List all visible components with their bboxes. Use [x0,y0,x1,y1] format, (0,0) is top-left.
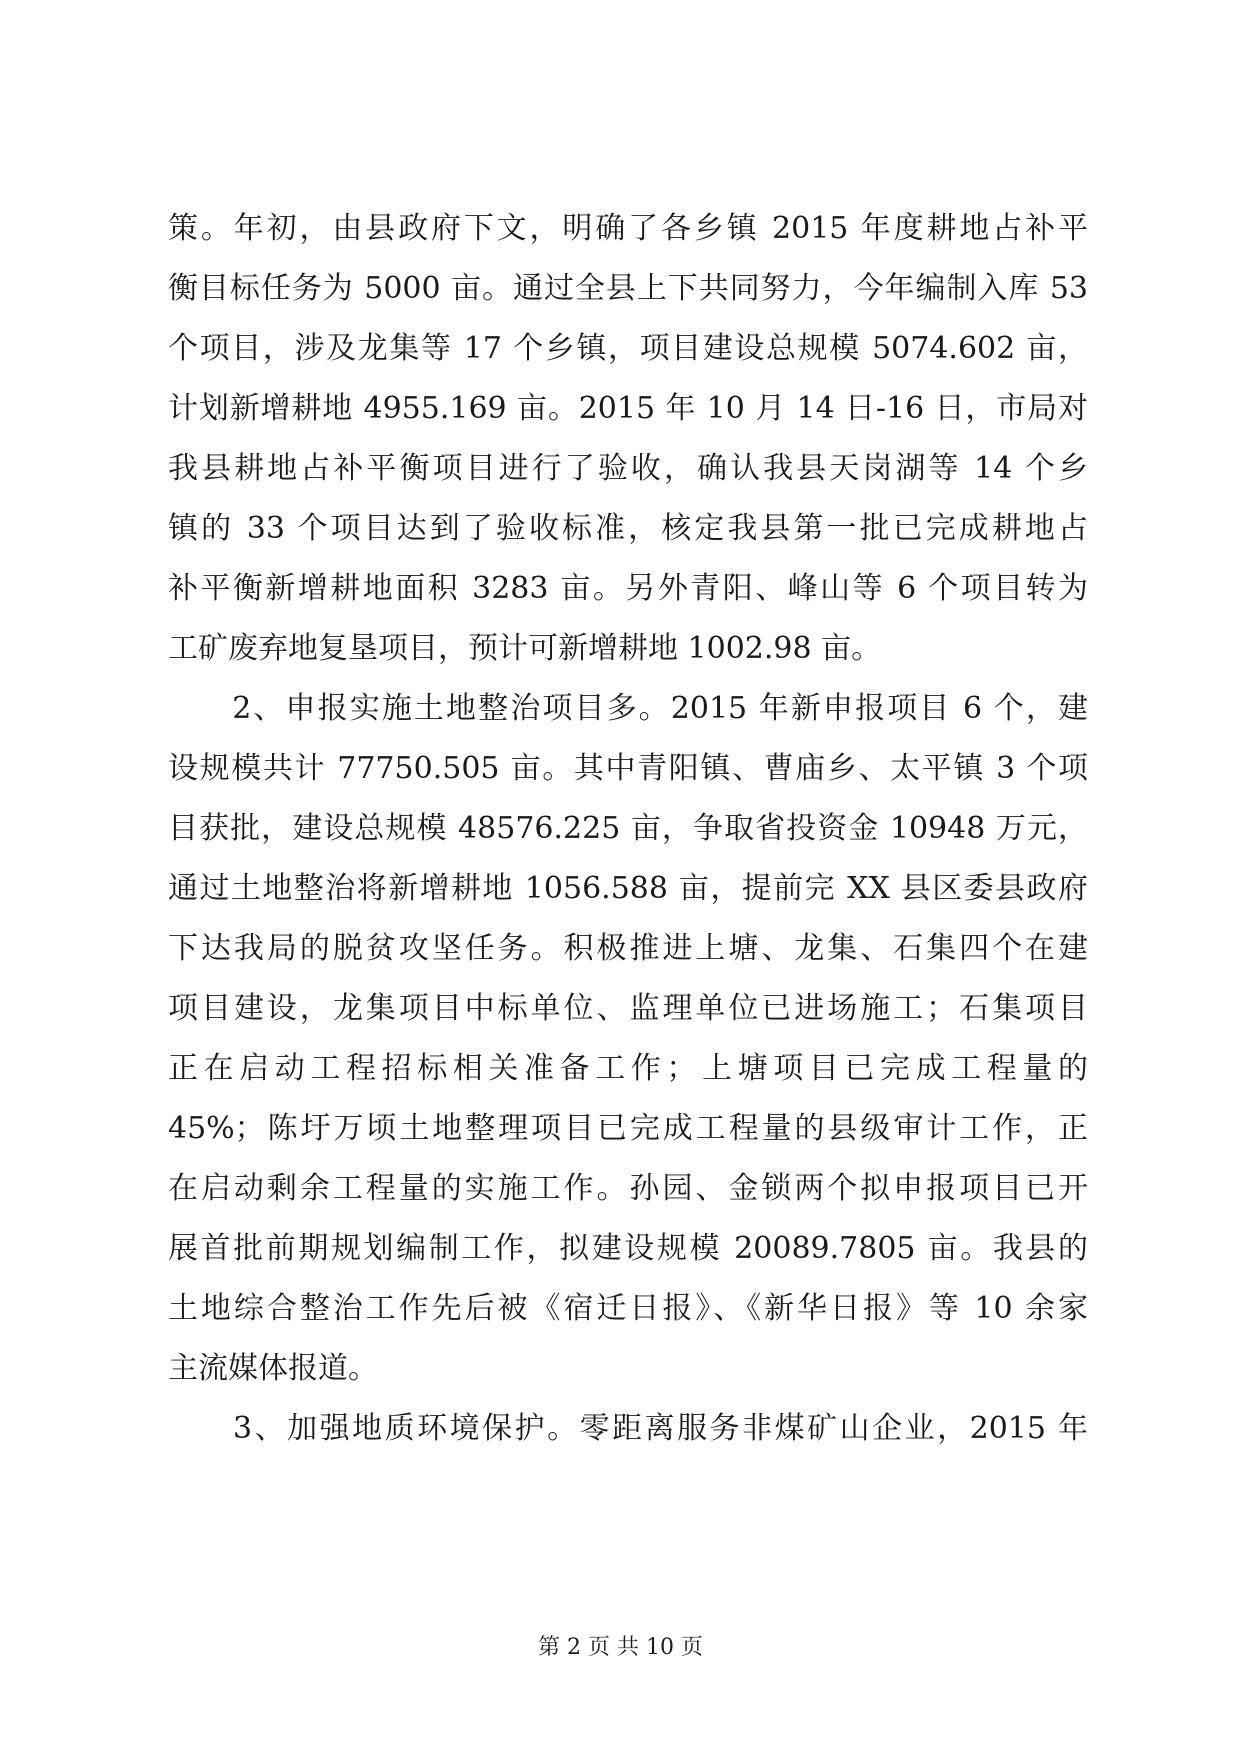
text-line: 通过土地整治将新增耕地 1056.588 亩，提前完 XX 县区委县政府 [168,871,1088,906]
text-line: 主流媒体报道。 [168,1351,378,1386]
text-line: 45%；陈圩万顷土地整理项目已完成工程量的县级审计工作，正 [168,1111,1088,1146]
text-line: 展首批前期规划编制工作，拟建设规模 20089.7805 亩。我县的 [168,1231,1088,1266]
text-line: 目获批，建设总规模 48576.225 亩，争取省投资金 10948 万元， [168,811,1088,846]
text-line: 项目建设，龙集项目中标单位、监理单位已进场施工；石集项目 [168,991,1088,1026]
text-line: 2、申报实施土地整治项目多。2015 年新申报项目 6 个，建 [168,691,1088,726]
text-line: 工矿废弃地复垦项目，预计可新增耕地 1002.98 亩。 [168,631,882,666]
text-line: 计划新增耕地 4955.169 亩。2015 年 10 月 14 日-16 日，市局对 [168,391,1088,426]
text-line: 3、加强地质环境保护。零距离服务非煤矿山企业，2015 年 [168,1411,1088,1446]
text-line: 土地综合整治工作先后被《宿迁日报》、《新华日报》等 10 余家 [168,1291,1088,1326]
text-line: 正在启动工程招标相关准备工作；上塘项目已完成工程量的 [168,1051,1088,1086]
text-line: 镇的 33 个项目达到了验收标准，核定我县第一批已完成耕地占 [168,511,1088,546]
page-number-footer: 第 2 页 共 10 页 [538,1635,703,1660]
text-line: 衡目标任务为 5000 亩。通过全县上下共同努力，今年编制入库 53 [168,271,1088,306]
text-line: 下达我局的脱贫攻坚任务。积极推进上塘、龙集、石集四个在建 [168,931,1088,966]
text-line: 策。年初，由县政府下文，明确了各乡镇 2015 年度耕地占补平 [168,211,1088,246]
text-line: 我县耕地占补平衡项目进行了验收，确认我县天岗湖等 14 个乡 [168,451,1088,486]
text-line: 设规模共计 77750.505 亩。其中青阳镇、曹庙乡、太平镇 3 个项 [168,751,1088,786]
text-line: 补平衡新增耕地面积 3283 亩。另外青阳、峰山等 6 个项目转为 [168,571,1088,606]
text-line: 个项目，涉及龙集等 17 个乡镇，项目建设总规模 5074.602 亩， [168,331,1088,366]
text-line: 在启动剩余工程量的实施工作。孙园、金锁两个拟申报项目已开 [168,1171,1088,1206]
